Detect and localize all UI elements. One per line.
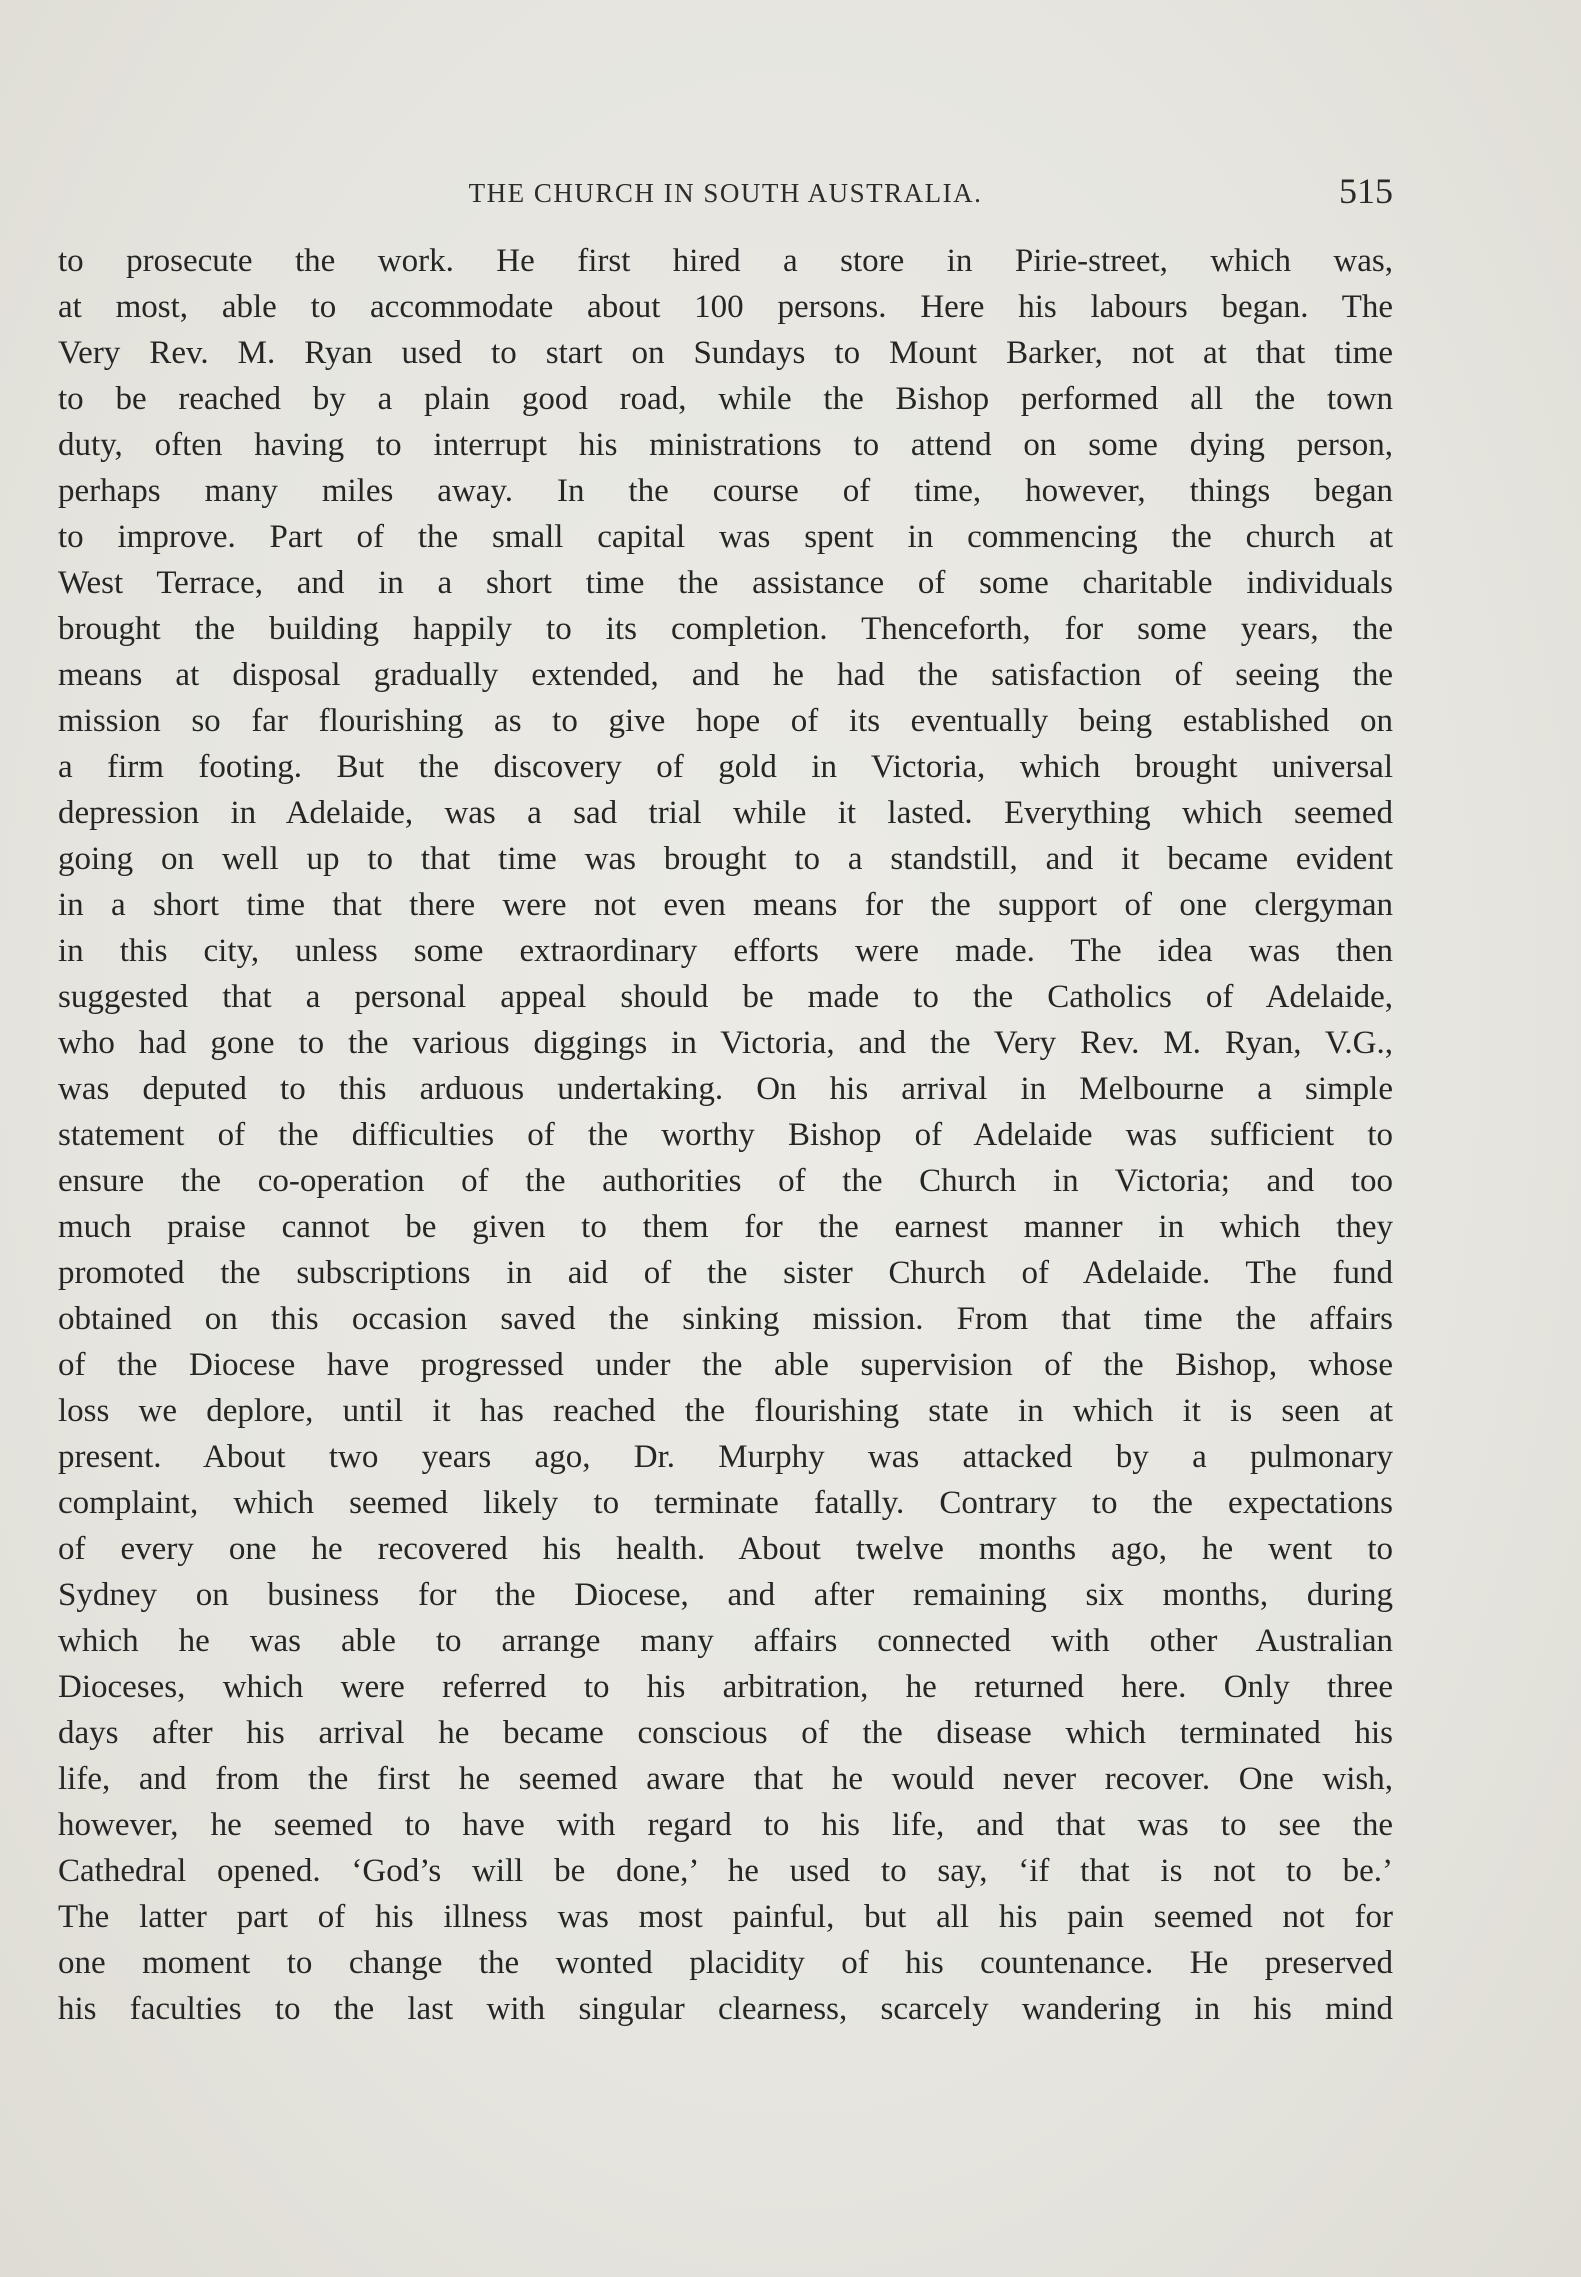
text-line: Very Rev. M. Ryan used to start on Sundays to Mount Barker, not at that time	[58, 335, 1393, 371]
text-line: however, he seemed to have with regard to his life, and that was to see the	[58, 1807, 1393, 1843]
text-line: duty, often having to interrupt his ministrations to attend on some dying person,	[58, 427, 1393, 463]
text-line: much praise cannot be given to them for the earnest manner in which they	[58, 1209, 1393, 1245]
text-line: West Terrace, and in a short time the assistance of some charitable individuals	[58, 565, 1393, 601]
text-line: at most, able to accommodate about 100 persons. Here his labours began. The	[58, 289, 1393, 325]
text-line: in a short time that there were not even means for the support of one clergyman	[58, 887, 1393, 923]
text-line: statement of the difficulties of the worthy Bishop of Adelaide was sufficient to	[58, 1117, 1393, 1153]
text-line: going on well up to that time was brought to a standstill, and it became evident	[58, 841, 1393, 877]
text-line: obtained on this occasion saved the sinking mission. From that time the affairs	[58, 1301, 1393, 1337]
body-text	[58, 238, 1393, 2032]
text-line: Cathedral opened. ‘God’s will be done,’ he used to say, ‘if that is not to be.’	[58, 1853, 1393, 1889]
text-line: his faculties to the last with singular clearness, scarcely wandering in his mind	[58, 1991, 1393, 2027]
text-line: ensure the co-operation of the authorities of the Church in Victoria; and too	[58, 1163, 1393, 1199]
text-line: depression in Adelaide, was a sad trial while it lasted. Everything which seemed	[58, 795, 1393, 831]
text-line: was deputed to this arduous undertaking. On his arrival in Melbourne a simple	[58, 1071, 1393, 1107]
text-line: days after his arrival he became conscious of the disease which terminated his	[58, 1715, 1393, 1751]
text-line: a firm footing. But the discovery of gold in Victoria, which brought universal	[58, 749, 1393, 785]
text-line: to be reached by a plain good road, while the Bishop performed all the town	[58, 381, 1393, 417]
text-line: of every one he recovered his health. About twelve months ago, he went to	[58, 1531, 1393, 1567]
text-line: complaint, which seemed likely to terminate fatally. Contrary to the expectations	[58, 1485, 1393, 1521]
text-line: life, and from the first he seemed aware that he would never recover. One wish,	[58, 1761, 1393, 1797]
text-line: mission so far flourishing as to give hope of its eventually being established on	[58, 703, 1393, 739]
text-line: promoted the subscriptions in aid of the sister Church of Adelaide. The fund	[58, 1255, 1393, 1291]
text-line: to improve. Part of the small capital was spent in commencing the church at	[58, 519, 1393, 555]
text-line: loss we deplore, until it has reached the flourishing state in which it is seen at	[58, 1393, 1393, 1429]
text-line: of the Diocese have progressed under the able supervision of the Bishop, whose	[58, 1347, 1393, 1383]
text-line: who had gone to the various diggings in Victoria, and the Very Rev. M. Ryan, V.G.,	[58, 1025, 1393, 1061]
text-line: in this city, unless some extraordinary efforts were made. The idea was then	[58, 933, 1393, 969]
page-number: 515	[1339, 171, 1393, 211]
text-line: to prosecute the work. He first hired a store in Pirie-street, which was,	[58, 243, 1393, 279]
text-line: which he was able to arrange many affairs connected with other Australian	[58, 1623, 1393, 1659]
text-line: means at disposal gradually extended, and he had the satisfaction of seeing the	[58, 657, 1393, 693]
text-line: brought the building happily to its completion. Thenceforth, for some years, the	[58, 611, 1393, 647]
text-line: The latter part of his illness was most painful, but all his pain seemed not for	[58, 1899, 1393, 1935]
text-line: present. About two years ago, Dr. Murphy was attacked by a pulmonary	[58, 1439, 1393, 1475]
text-line: Dioceses, which were referred to his arbitration, he returned here. Only three	[58, 1669, 1393, 1705]
text-line: one moment to change the wonted placidity of his countenance. He preserved	[58, 1945, 1393, 1981]
running-title: THE CHURCH IN SOUTH AUSTRALIA.	[468, 178, 983, 208]
text-line: Sydney on business for the Diocese, and after remaining six months, during	[58, 1577, 1393, 1613]
text-line: perhaps many miles away. In the course of time, however, things began	[58, 473, 1393, 509]
page-header	[58, 170, 1393, 222]
text-line: suggested that a personal appeal should be made to the Catholics of Adelaide,	[58, 979, 1393, 1015]
